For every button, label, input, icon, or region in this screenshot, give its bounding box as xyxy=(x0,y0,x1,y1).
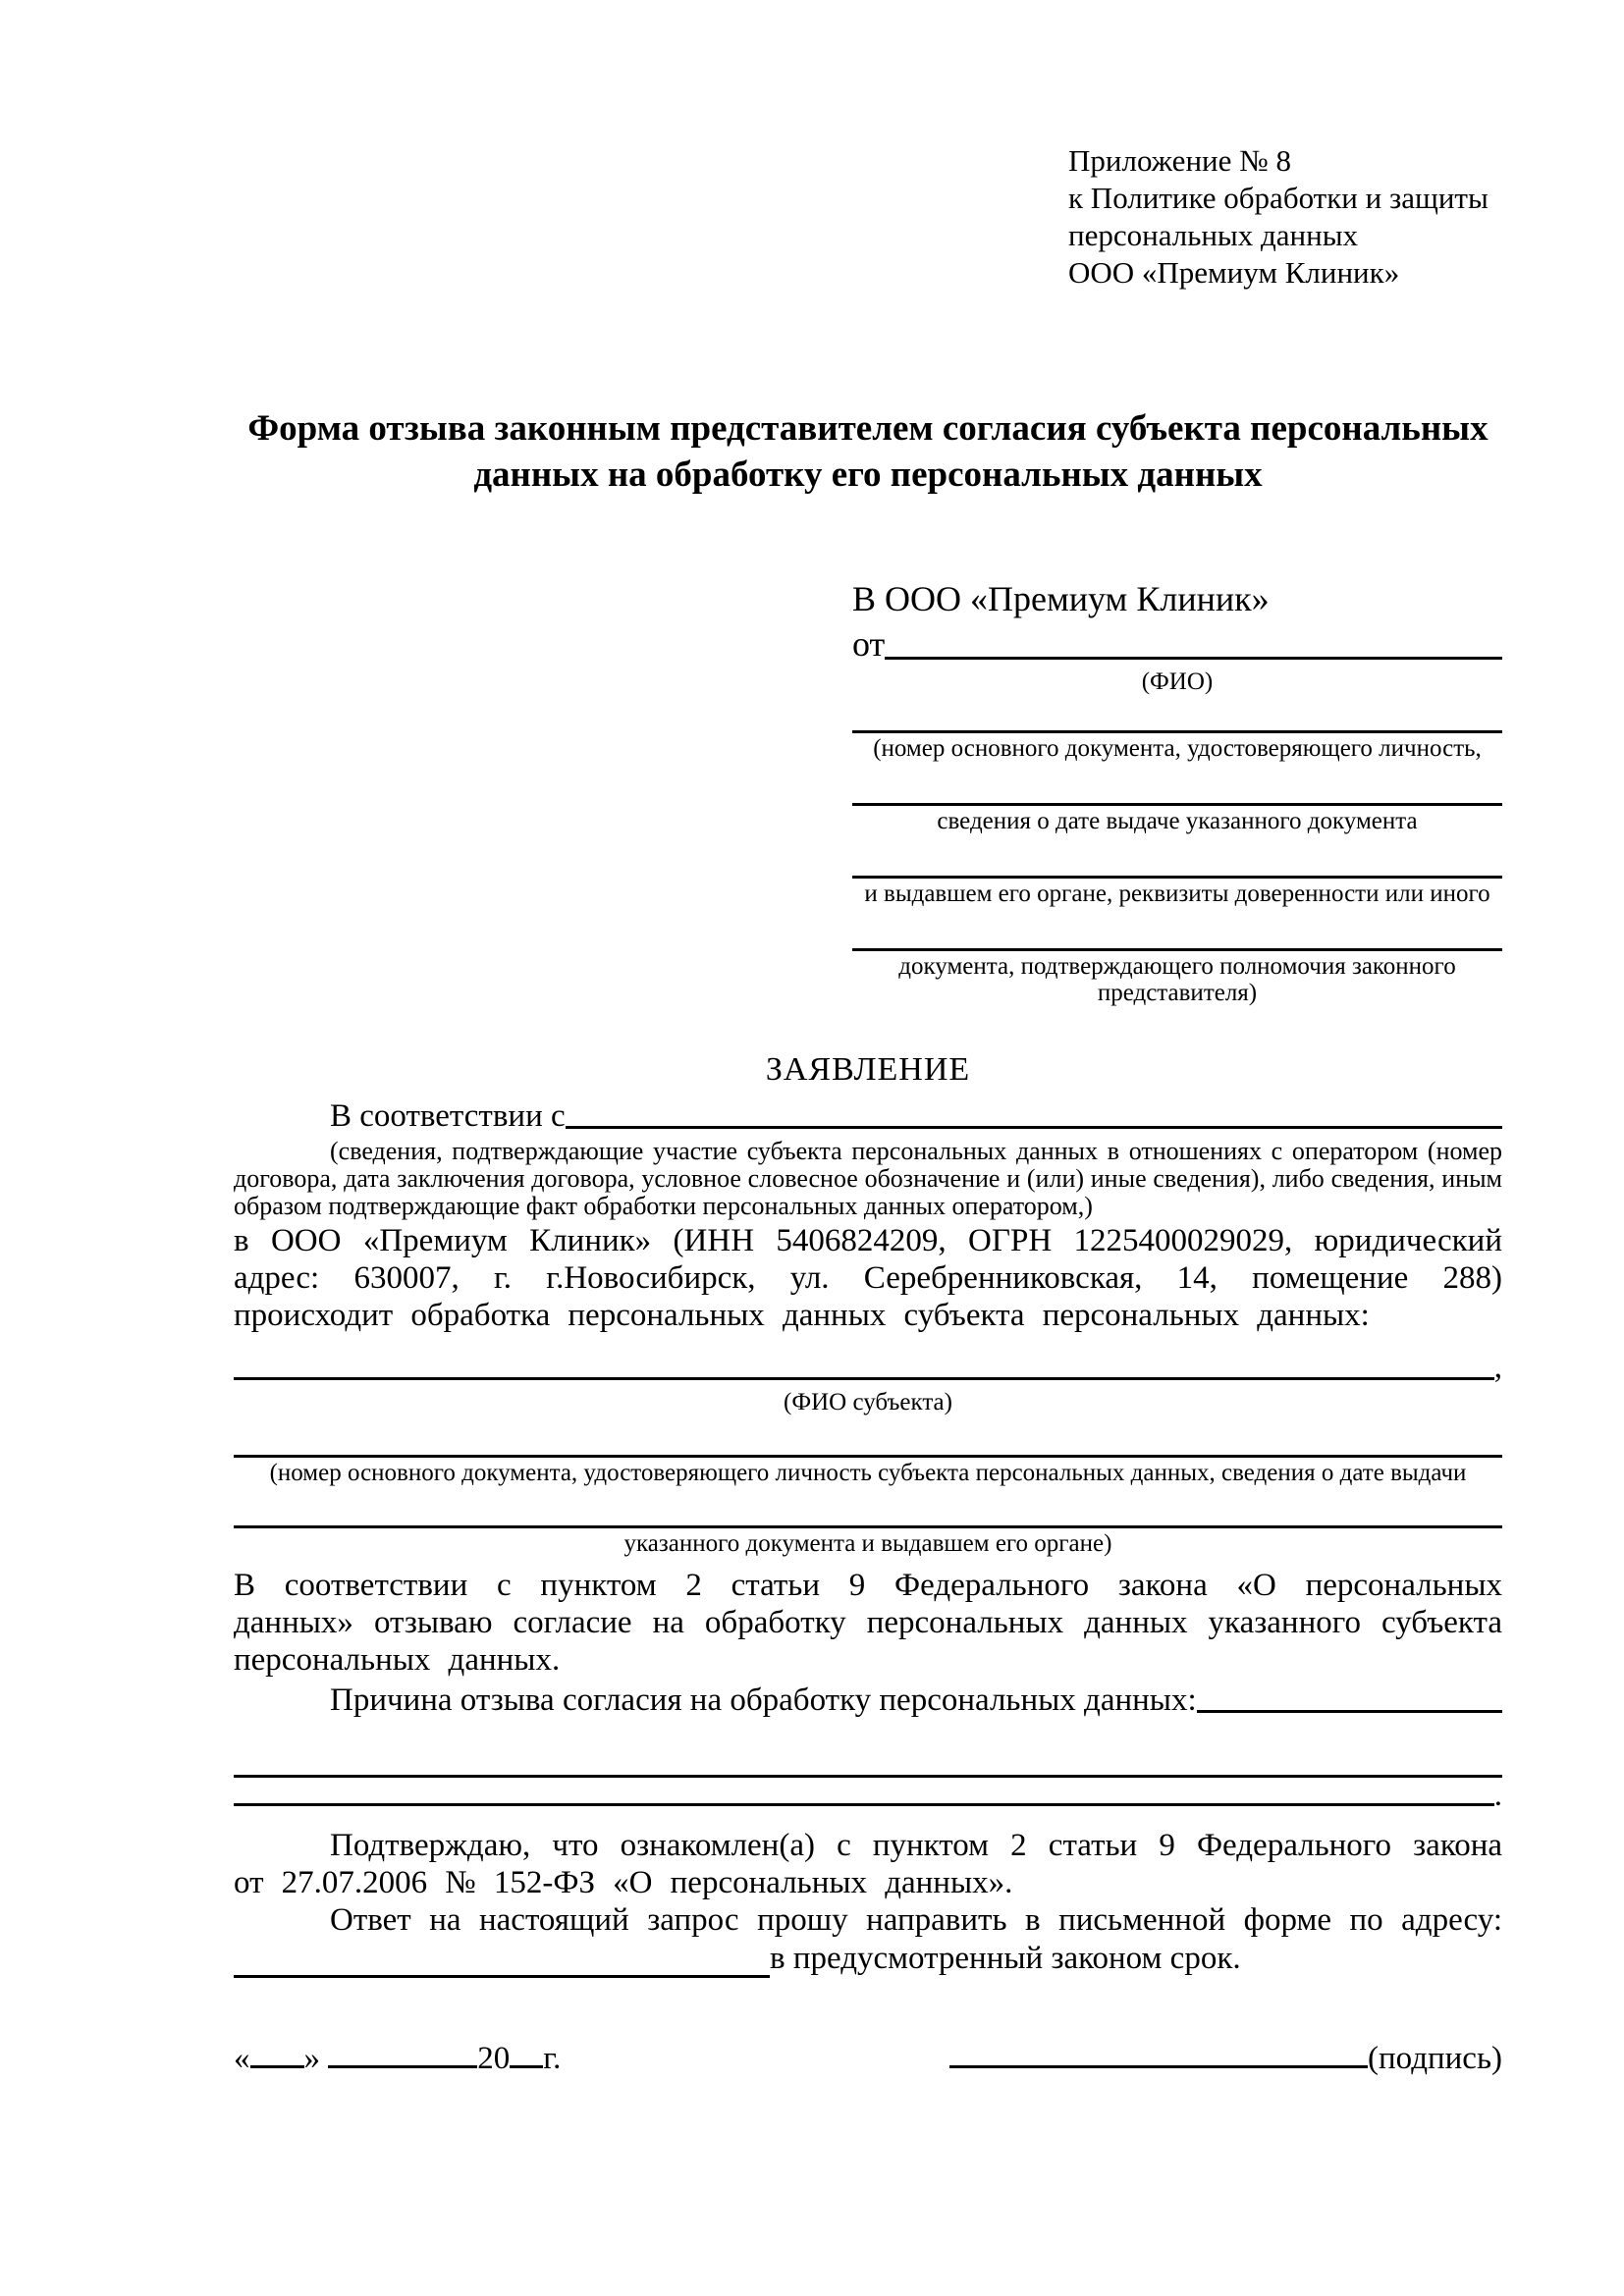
subject-fio-blank-line xyxy=(234,1377,1494,1380)
date-close-quote: » xyxy=(303,2041,320,2076)
appendix-line: Приложение № 8 xyxy=(1068,143,1291,178)
reply-tail: в предусмотренный законом срок. xyxy=(770,1941,1241,1976)
reason-blank-line xyxy=(1197,1710,1502,1713)
issuer-blank-line xyxy=(852,834,1502,879)
reply-address-row xyxy=(234,1939,1502,1978)
subject-doc-blank-line-2 xyxy=(234,1486,1502,1528)
reply-address-blank-line xyxy=(234,1975,770,1978)
withdrawal-paragraph: В соответствии с пунктом 2 статьи 9 Федерального закона «О персональных данных» отзываю согласие на обработку персональных данных указанного субъекта персональных данных. xyxy=(234,1568,1502,1678)
signature-caption: (подпись) xyxy=(1368,2041,1502,2076)
reason-row xyxy=(234,1681,1502,1720)
fio-caption: (ФИО) xyxy=(1141,668,1214,695)
date-year-blank xyxy=(510,2065,543,2068)
accordance-label: В соответствии с xyxy=(330,1098,566,1134)
trailing-period: . xyxy=(1493,1778,1502,1813)
reason-label: Причина отзыва согласия на обработку персональных данных: xyxy=(330,1682,1197,1718)
appendix-block xyxy=(1068,142,1502,292)
reason-blank-row-3 xyxy=(234,1778,1502,1813)
addressee-from-row xyxy=(852,621,1502,667)
footer-row xyxy=(234,2039,1502,2078)
subject-doc-caption-1: (номер основного документа, удостоверяющего личность субъекта персональных данных, сведения о дате выдачи xyxy=(269,1460,1467,1486)
reply-paragraph: Ответ на настоящий запрос прошу направить в письменной форме по адресу: xyxy=(330,1902,1502,1938)
date-day-blank xyxy=(250,2065,304,2068)
authority-caption: документа, подтверждающего полномочия законного представителя) xyxy=(898,953,1456,1006)
authority-blank-line xyxy=(852,907,1502,951)
subject-fio-row xyxy=(234,1348,1502,1387)
date-open-quote: « xyxy=(234,2041,250,2076)
signature-field xyxy=(949,2039,1502,2078)
accordance-row xyxy=(234,1096,1502,1136)
page-title: Форма отзыва законным представителем согласия субъекта персональных данных на обработку его персональных данных xyxy=(247,408,1489,495)
subject-doc-caption-2: указанного документа и выдавшем его органе) xyxy=(623,1530,1112,1557)
doc-number-blank-line xyxy=(852,695,1502,733)
statement-heading: ЗАЯВЛЕНИЕ xyxy=(765,1051,971,1088)
date-year-prefix: 20 xyxy=(477,2041,511,2076)
doc-number-caption: (номер основного документа, удостоверяющего личность, xyxy=(873,735,1482,762)
subject-comma: , xyxy=(1493,1350,1502,1385)
date-month-blank xyxy=(328,2065,477,2068)
appendix-line: к Политике обработки и защиты xyxy=(1068,181,1489,215)
issuer-caption: и выдавшем его органе, реквизиты доверенности или иного xyxy=(864,881,1490,907)
subject-doc-blank-line xyxy=(234,1415,1502,1458)
accordance-blank-line xyxy=(566,1126,1502,1129)
appendix-line: ООО «Премиум Клиник» xyxy=(1068,255,1400,290)
date-year-suffix: г. xyxy=(543,2041,562,2076)
issue-date-caption: сведения о дате выдаче указанного документа xyxy=(937,808,1418,834)
signature-blank-line xyxy=(949,2065,1368,2068)
addressee-to: В ООО «Премиум Клиник» xyxy=(852,579,1270,618)
appendix-line: персональных данных xyxy=(1068,218,1359,252)
reason-blank-line-3 xyxy=(234,1803,1494,1806)
fine-print: (сведения, подтверждающие участие субъекта персональных данных в отношениях с оператором (номер договора, дата заключения договора, условное словесное обозначение и (или) иные сведения), либо сведения, иным образом подтверждающие факт обработки персональных данных оператором,) xyxy=(234,1137,1502,1220)
reason-blank-line-2 xyxy=(234,1720,1502,1778)
addressee-block xyxy=(852,576,1502,1006)
operator-paragraph: в ООО «Премиум Клиник» (ИНН 5406824209, ОГРН 1225400029029, юридический адрес: 630007, г. г.Новосибирск, ул. Серебренниковская, 14, помещение 288) происходит обработка персональных данных субъекта персональных данных: xyxy=(234,1223,1502,1333)
date-field xyxy=(234,2039,561,2078)
acknowledgement-paragraph: Подтверждаю, что ознакомлен(а) с пунктом 2 статьи 9 Федерального закона от 27.07.2006 № 152-ФЗ «О персональных данных». xyxy=(234,1828,1502,1900)
from-label: от xyxy=(852,624,886,664)
fio-blank-line xyxy=(885,657,1502,660)
issue-date-blank-line xyxy=(852,762,1502,806)
subject-fio-caption: (ФИО субъекта) xyxy=(784,1389,952,1415)
